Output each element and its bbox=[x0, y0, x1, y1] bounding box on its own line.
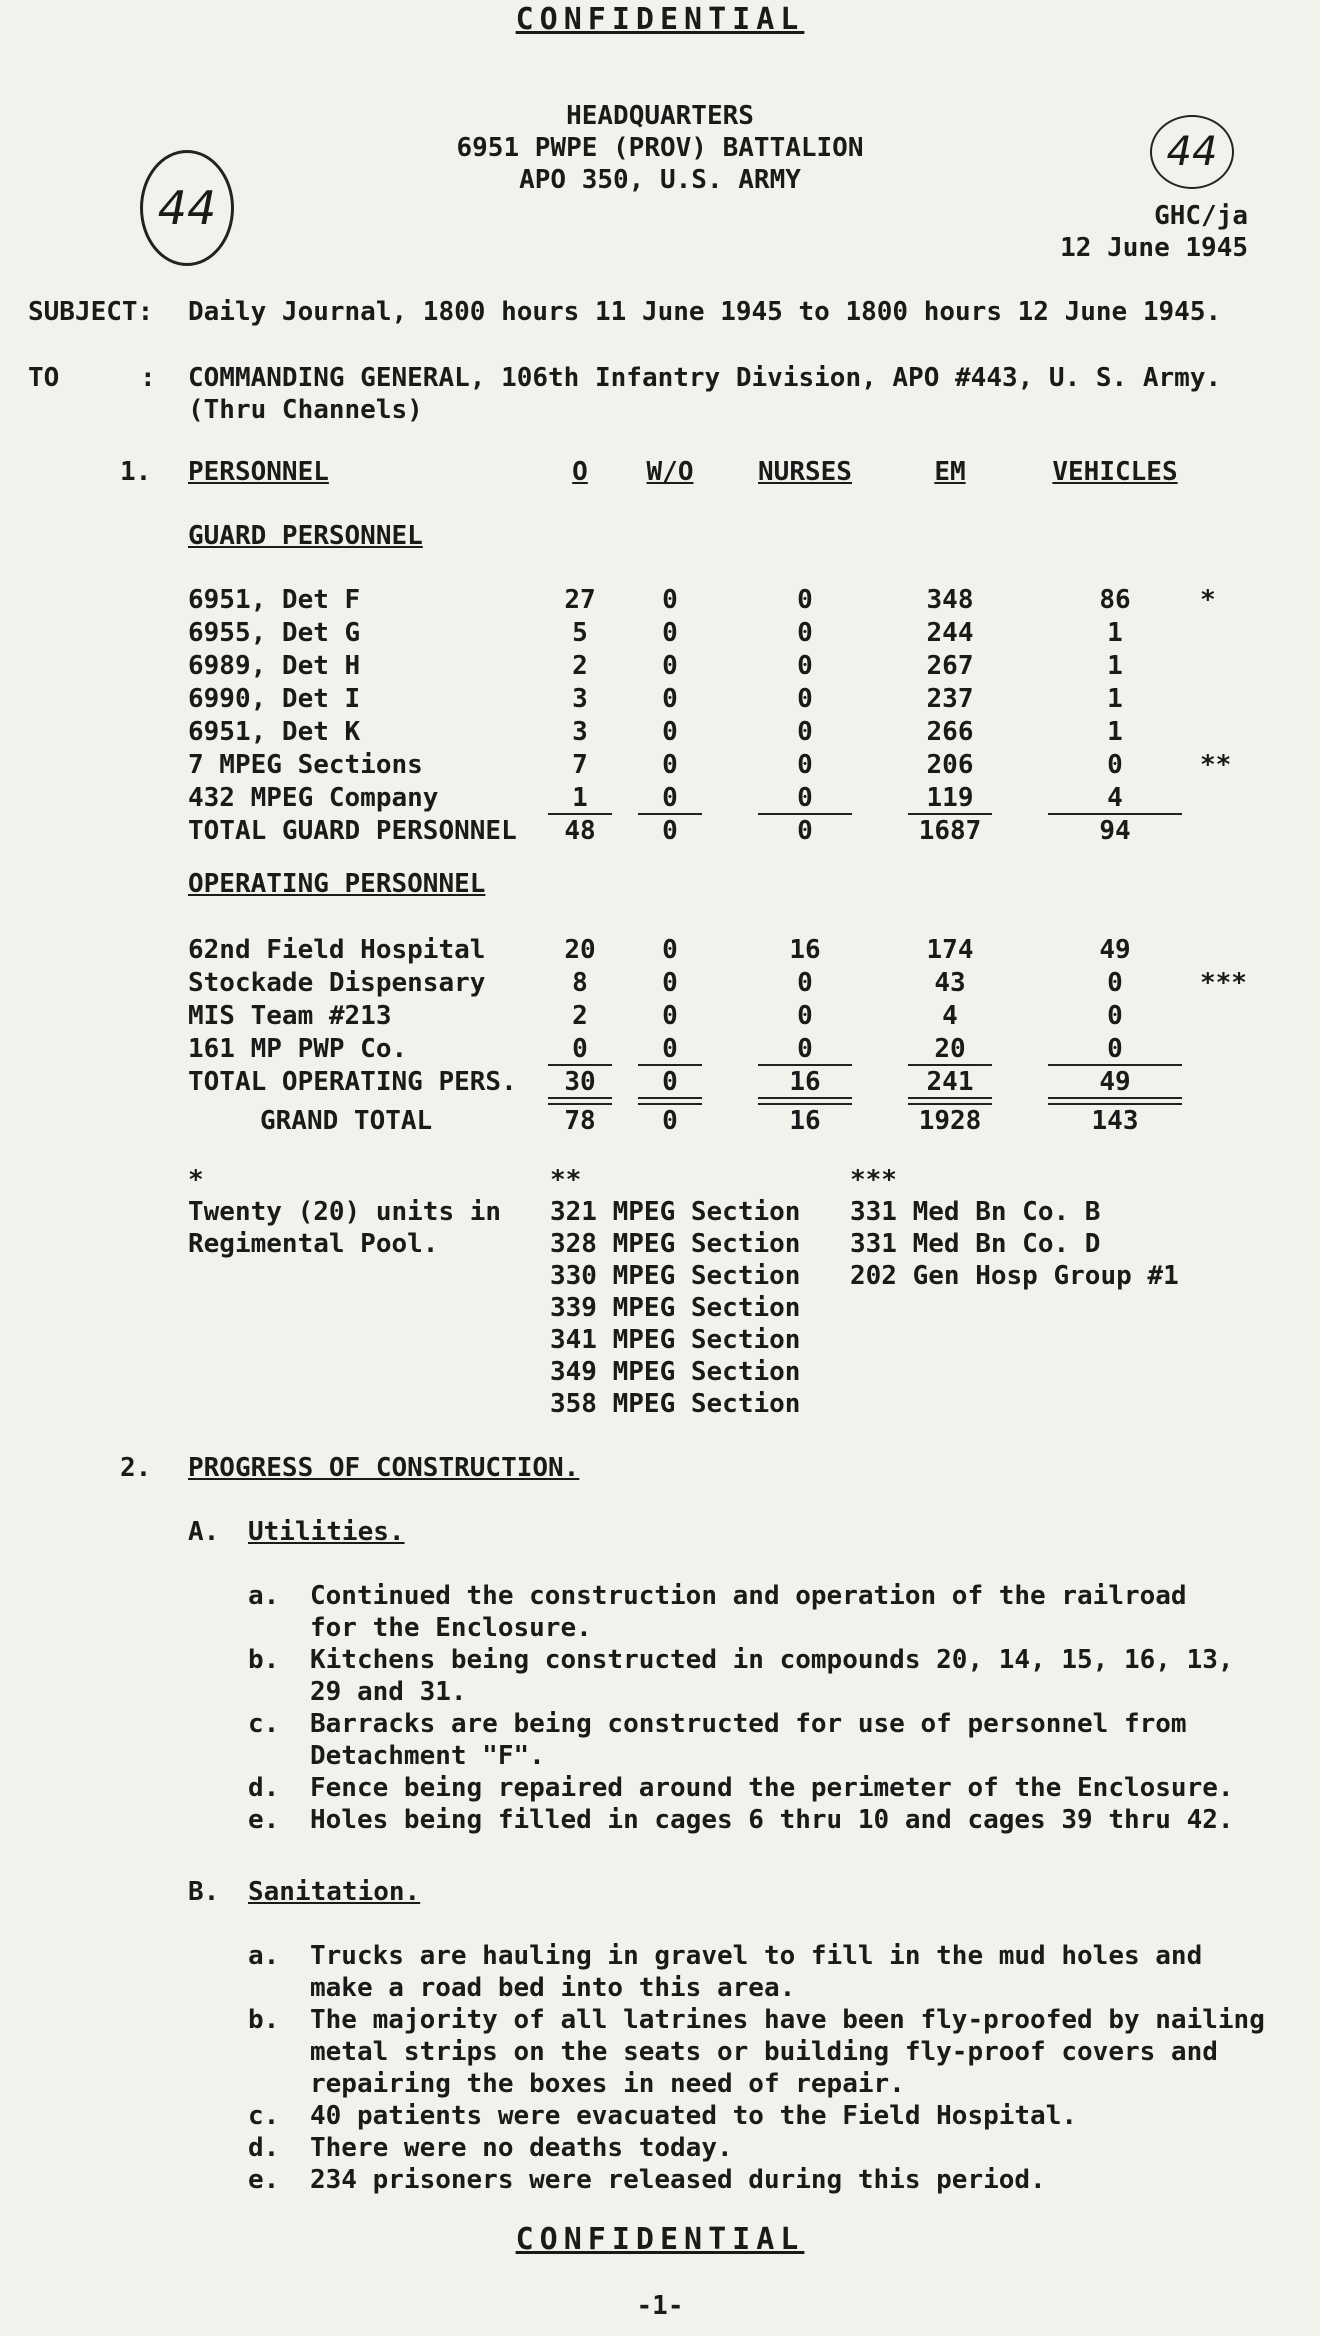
section-1-number: 1. bbox=[120, 457, 152, 487]
total-cell-nurses: 16 bbox=[789, 1106, 821, 1136]
circled-page-number-left: 44 bbox=[140, 150, 234, 266]
table-cell-veh: 1 bbox=[1107, 684, 1123, 714]
table-cell-em: 174 bbox=[926, 935, 974, 965]
table-row-footnote-mark: *** bbox=[1200, 968, 1247, 998]
subject-text: Daily Journal, 1800 hours 11 June 1945 to 1800 hours 12 June 1945. bbox=[188, 297, 1222, 327]
total-cell-wo: 0 bbox=[662, 1067, 678, 1097]
footnote-2-item: 321 MPEG Section bbox=[550, 1197, 801, 1227]
total-cell-em: 1928 bbox=[918, 1106, 982, 1136]
footnote-3-item: 202 Gen Hosp Group #1 bbox=[850, 1261, 1179, 1291]
total-cell-wo: 0 bbox=[662, 816, 678, 846]
list-item-text: Trucks are hauling in gravel to fill in the mud holes and bbox=[310, 1941, 1203, 1971]
total-row-name: TOTAL OPERATING PERS. bbox=[188, 1067, 517, 1097]
table-cell-o: 27 bbox=[564, 585, 596, 615]
table-cell-veh: 0 bbox=[1107, 1034, 1123, 1064]
table-cell-nurses: 0 bbox=[797, 1034, 813, 1064]
total-cell-veh: 94 bbox=[1099, 816, 1131, 846]
footnote-2-mark: ** bbox=[550, 1165, 582, 1195]
list-item-text: make a road bed into this area. bbox=[310, 1973, 796, 2003]
footnote-1-line-2: Regimental Pool. bbox=[188, 1229, 439, 1259]
total-cell-nurses: 0 bbox=[797, 816, 813, 846]
table-cell-wo: 0 bbox=[662, 585, 678, 615]
table-row-name: Stockade Dispensary bbox=[188, 968, 486, 998]
list-item-text: Holes being filled in cages 6 thru 10 and cages 39 thru 42. bbox=[310, 1805, 1234, 1835]
table-cell-veh: 86 bbox=[1099, 585, 1131, 615]
list-item-letter: b. bbox=[248, 2005, 280, 2035]
table-cell-nurses: 0 bbox=[797, 651, 813, 681]
table-cell-wo: 0 bbox=[662, 1001, 678, 1031]
table-cell-em: 20 bbox=[934, 1034, 966, 1064]
table-cell-em: 237 bbox=[926, 684, 974, 714]
list-item-text: Barracks are being constructed for use of personnel from bbox=[310, 1709, 1187, 1739]
table-cell-nurses: 16 bbox=[789, 935, 821, 965]
col-header-warrant-officers: W/O bbox=[646, 457, 694, 487]
section-2-title: PROGRESS OF CONSTRUCTION. bbox=[188, 1453, 580, 1483]
operating-personnel-title: OPERATING PERSONNEL bbox=[188, 869, 486, 899]
subsection-b-title: Sanitation. bbox=[248, 1877, 421, 1907]
list-item-letter: e. bbox=[248, 1805, 280, 1835]
table-cell-veh: 1 bbox=[1107, 618, 1123, 648]
total-row-name: GRAND TOTAL bbox=[260, 1106, 433, 1136]
footnote-2-item: 358 MPEG Section bbox=[550, 1389, 801, 1419]
list-item-letter: d. bbox=[248, 1773, 280, 1803]
list-item-letter: b. bbox=[248, 1645, 280, 1675]
to-colon: : bbox=[140, 363, 156, 393]
total-row-name: TOTAL GUARD PERSONNEL bbox=[188, 816, 517, 846]
subject-label: SUBJECT: bbox=[28, 297, 154, 327]
footnote-2-item: 328 MPEG Section bbox=[550, 1229, 801, 1259]
list-item-text: There were no deaths today. bbox=[310, 2133, 733, 2163]
table-cell-nurses: 0 bbox=[797, 968, 813, 998]
table-row-name: 6990, Det I bbox=[188, 684, 361, 714]
table-cell-wo: 0 bbox=[662, 651, 678, 681]
guard-personnel-title: GUARD PERSONNEL bbox=[188, 521, 423, 551]
total-cell-veh: 49 bbox=[1099, 1067, 1131, 1097]
table-cell-em: 206 bbox=[926, 750, 974, 780]
total-cell-em: 1687 bbox=[918, 816, 982, 846]
table-row-name: 6955, Det G bbox=[188, 618, 361, 648]
reference-code: GHC/ja bbox=[1154, 201, 1248, 231]
header-line-2: 6951 PWPE (PROV) BATTALION bbox=[456, 133, 864, 163]
table-cell-wo: 0 bbox=[662, 750, 678, 780]
table-row-footnote-mark: ** bbox=[1200, 750, 1232, 780]
table-cell-o: 20 bbox=[564, 935, 596, 965]
to-label: TO bbox=[28, 363, 60, 393]
table-cell-o: 1 bbox=[572, 783, 588, 813]
page-number: -1- bbox=[636, 2291, 684, 2321]
table-cell-wo: 0 bbox=[662, 684, 678, 714]
table-cell-wo: 0 bbox=[662, 968, 678, 998]
list-item-letter: c. bbox=[248, 2101, 280, 2131]
list-item-text: 234 prisoners were released during this period. bbox=[310, 2165, 1046, 2195]
total-cell-em: 241 bbox=[926, 1067, 974, 1097]
table-cell-em: 43 bbox=[934, 968, 966, 998]
total-cell-o: 48 bbox=[564, 816, 596, 846]
table-cell-o: 5 bbox=[572, 618, 588, 648]
table-cell-veh: 1 bbox=[1107, 717, 1123, 747]
table-row-footnote-mark: * bbox=[1200, 585, 1216, 615]
subsection-b-label: B. bbox=[188, 1877, 220, 1907]
classification-bottom: CONFIDENTIAL bbox=[515, 2222, 805, 2257]
footnote-3-item: 331 Med Bn Co. B bbox=[850, 1197, 1101, 1227]
table-cell-veh: 49 bbox=[1099, 935, 1131, 965]
col-header-officers: O bbox=[572, 457, 588, 487]
table-cell-o: 3 bbox=[572, 684, 588, 714]
to-line-1: COMMANDING GENERAL, 106th Infantry Division, APO #443, U. S. Army. bbox=[188, 363, 1222, 393]
classification-top: CONFIDENTIAL bbox=[515, 2, 805, 37]
total-underline bbox=[758, 1097, 852, 1099]
table-cell-nurses: 0 bbox=[797, 783, 813, 813]
table-row-name: 7 MPEG Sections bbox=[188, 750, 423, 780]
list-item-letter: a. bbox=[248, 1941, 280, 1971]
total-underline bbox=[908, 1097, 992, 1099]
table-cell-wo: 0 bbox=[662, 618, 678, 648]
total-underline bbox=[548, 1097, 612, 1099]
table-row-name: 6951, Det K bbox=[188, 717, 361, 747]
table-cell-o: 2 bbox=[572, 1001, 588, 1031]
table-cell-o: 0 bbox=[572, 1034, 588, 1064]
table-cell-em: 119 bbox=[926, 783, 974, 813]
list-item-text: 40 patients were evacuated to the Field Hospital. bbox=[310, 2101, 1078, 2131]
table-cell-veh: 0 bbox=[1107, 1001, 1123, 1031]
table-row-name: MIS Team #213 bbox=[188, 1001, 392, 1031]
table-cell-em: 348 bbox=[926, 585, 974, 615]
col-header-vehicles: VEHICLES bbox=[1052, 457, 1178, 487]
list-item-text: metal strips on the seats or building fly-proof covers and bbox=[310, 2037, 1218, 2067]
col-header-enlisted-men: EM bbox=[934, 457, 966, 487]
list-item-text: repairing the boxes in need of repair. bbox=[310, 2069, 905, 2099]
list-item-text: Kitchens being constructed in compounds 20, 14, 15, 16, 13, bbox=[310, 1645, 1234, 1675]
total-cell-wo: 0 bbox=[662, 1106, 678, 1136]
footnote-1-mark: * bbox=[188, 1165, 204, 1195]
list-item-text: for the Enclosure. bbox=[310, 1613, 592, 1643]
table-row-name: 62nd Field Hospital bbox=[188, 935, 486, 965]
list-item-text: The majority of all latrines have been fly-proofed by nailing bbox=[310, 2005, 1265, 2035]
table-cell-nurses: 0 bbox=[797, 717, 813, 747]
table-cell-o: 7 bbox=[572, 750, 588, 780]
list-item-letter: a. bbox=[248, 1581, 280, 1611]
table-cell-veh: 0 bbox=[1107, 968, 1123, 998]
table-cell-em: 266 bbox=[926, 717, 974, 747]
list-item-text: Detachment "F". bbox=[310, 1741, 545, 1771]
table-cell-nurses: 0 bbox=[797, 1001, 813, 1031]
table-cell-o: 3 bbox=[572, 717, 588, 747]
table-cell-nurses: 0 bbox=[797, 750, 813, 780]
to-line-2: (Thru Channels) bbox=[188, 395, 423, 425]
table-cell-nurses: 0 bbox=[797, 585, 813, 615]
col-header-nurses: NURSES bbox=[758, 457, 852, 487]
footnote-3-item: 331 Med Bn Co. D bbox=[850, 1229, 1101, 1259]
table-cell-o: 8 bbox=[572, 968, 588, 998]
table-cell-wo: 0 bbox=[662, 783, 678, 813]
table-cell-veh: 4 bbox=[1107, 783, 1123, 813]
header-line-1: HEADQUARTERS bbox=[566, 101, 754, 131]
circled-page-number-right: 44 bbox=[1150, 115, 1234, 189]
table-row-name: 6951, Det F bbox=[188, 585, 361, 615]
table-row-name: 432 MPEG Company bbox=[188, 783, 439, 813]
footnote-2-item: 330 MPEG Section bbox=[550, 1261, 801, 1291]
document-date: 12 June 1945 bbox=[1060, 233, 1248, 263]
list-item-letter: c. bbox=[248, 1709, 280, 1739]
table-cell-veh: 1 bbox=[1107, 651, 1123, 681]
footnote-2-item: 339 MPEG Section bbox=[550, 1293, 801, 1323]
table-cell-nurses: 0 bbox=[797, 618, 813, 648]
subsection-a-label: A. bbox=[188, 1517, 220, 1547]
total-cell-veh: 143 bbox=[1091, 1106, 1139, 1136]
list-item-letter: e. bbox=[248, 2165, 280, 2195]
total-cell-o: 78 bbox=[564, 1106, 596, 1136]
total-underline bbox=[638, 1097, 702, 1099]
table-cell-wo: 0 bbox=[662, 935, 678, 965]
table-cell-o: 2 bbox=[572, 651, 588, 681]
footnote-2-item: 341 MPEG Section bbox=[550, 1325, 801, 1355]
list-item-letter: d. bbox=[248, 2133, 280, 2163]
footnote-3-mark: *** bbox=[850, 1165, 897, 1195]
section-1-title: PERSONNEL bbox=[188, 457, 329, 487]
subsection-a-title: Utilities. bbox=[248, 1517, 405, 1547]
table-cell-em: 267 bbox=[926, 651, 974, 681]
table-cell-wo: 0 bbox=[662, 717, 678, 747]
section-2-number: 2. bbox=[120, 1453, 152, 1483]
table-cell-wo: 0 bbox=[662, 1034, 678, 1064]
table-row-name: 161 MP PWP Co. bbox=[188, 1034, 408, 1064]
table-cell-em: 244 bbox=[926, 618, 974, 648]
total-cell-nurses: 16 bbox=[789, 1067, 821, 1097]
total-cell-o: 30 bbox=[564, 1067, 596, 1097]
footnote-1-line-1: Twenty (20) units in bbox=[188, 1197, 502, 1227]
header-line-3: APO 350, U.S. ARMY bbox=[519, 165, 801, 195]
table-cell-nurses: 0 bbox=[797, 684, 813, 714]
footnote-2-item: 349 MPEG Section bbox=[550, 1357, 801, 1387]
list-item-text: Fence being repaired around the perimeter of the Enclosure. bbox=[310, 1773, 1234, 1803]
table-cell-em: 4 bbox=[942, 1001, 958, 1031]
table-row-name: 6989, Det H bbox=[188, 651, 361, 681]
list-item-text: Continued the construction and operation of the railroad bbox=[310, 1581, 1187, 1611]
list-item-text: 29 and 31. bbox=[310, 1677, 467, 1707]
total-underline bbox=[1048, 1097, 1182, 1099]
table-cell-veh: 0 bbox=[1107, 750, 1123, 780]
